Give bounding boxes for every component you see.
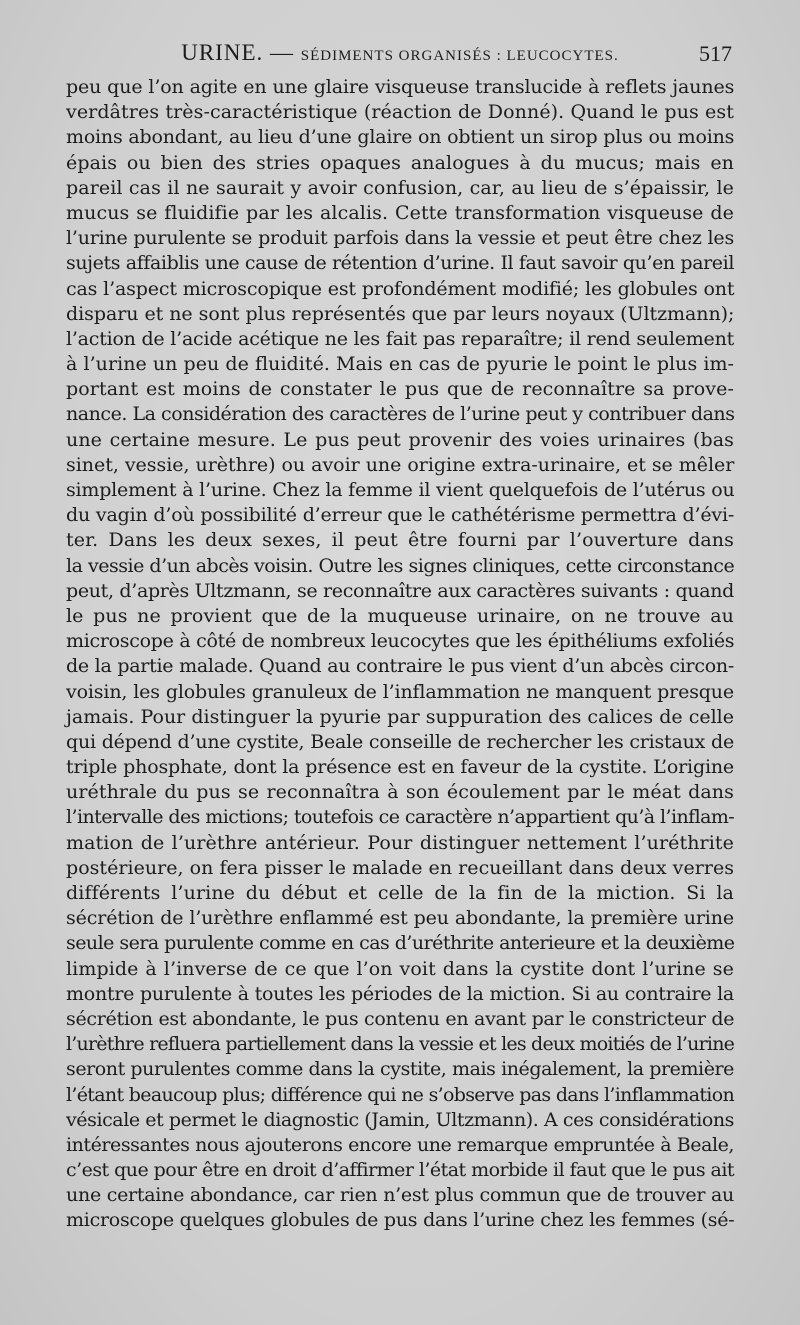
text-line: triple phosphate, dont la présence est en faveur de la cystite. L’origine — [66, 756, 734, 779]
text-line: une certaine mesure. Le pus peut provenir des voies urinaires (bas — [66, 428, 734, 451]
running-head-subsection: SÉDIMENTS ORGANISÉS : LEUCOCYTES. — [300, 48, 619, 64]
text-line: sujets affaiblis une cause de rétention d’urine. Il faut savoir qu’en pareil — [66, 252, 734, 275]
text-line: l’étant beaucoup plus; différence qui ne s’observe pas dans l’inflammation — [66, 1083, 734, 1106]
text-line: l’action de l’acide acétique ne les fait pas reparaître; il rend seulement — [66, 327, 734, 350]
text-line: vésicale et permet le diagnostic (Jamin, Ultzmann). A ces considérations — [66, 1108, 734, 1131]
text-line: portant est moins de constater le pus que de reconnaître sa prove- — [66, 378, 734, 401]
text-line: du vagin d’où possibilité d’erreur que le cathétérisme permettra d’évi- — [66, 504, 735, 527]
text-line: postérieure, on fera pisser le malade en recueillant dans deux verres — [66, 856, 734, 879]
page-header — [66, 40, 734, 74]
text-line: qui dépend d’une cystite, Beale conseille de rechercher les cristaux de — [66, 730, 734, 753]
text-line: mucus se fluidifie par les alcalis. Cette transformation visqueuse de — [66, 201, 734, 224]
text-line: pareil cas il ne saurait y avoir confusion, car, au lieu de s’épaissir, le — [66, 176, 734, 199]
page-number: 517 — [699, 41, 732, 66]
text-line: moins abondant, au lieu d’une glaire on obtient un sirop plus ou moins — [66, 126, 735, 149]
text-line: limpide à l’inverse de ce que l’on voit dans la cystite dont l’urine se — [66, 957, 734, 980]
text-line: c’est que pour être en droit d’affirmer l’état morbide il faut que le pus ait — [66, 1159, 734, 1182]
running-head — [66, 40, 734, 66]
text-line: sécrétion est abondante, le pus contenu en avant par le constricteur de — [66, 1007, 735, 1030]
running-head-section: URINE. — — [181, 40, 301, 65]
text-line: microscope à côté de nombreux leucocytes que les épithéliums exfoliés — [66, 630, 735, 653]
text-line: seule sera purulente comme en cas d’uréthrite anterieure et la deuxième — [66, 932, 735, 955]
text-line: le pus ne provient que de la muqueuse urinaire, on ne trouve au — [66, 604, 734, 627]
text-line: sécrétion de l’urèthre enflammé est peu abondante, la première urine — [66, 907, 734, 930]
text-line: intéressantes nous ajouterons encore une remarque empruntée à Beale, — [66, 1133, 734, 1156]
text-line: disparu et ne sont plus représentés que par leurs noyaux (Ultzmann); — [66, 302, 735, 325]
text-line: mation de l’urèthre antérieur. Pour distinguer nettement l’uréthrite — [66, 831, 734, 854]
text-line: nance. La considération des caractères de l’urine peut y contribuer dans — [66, 403, 735, 426]
text-line: une certaine abondance, car rien n’est plus commun que de trouver au — [66, 1184, 734, 1207]
body-text — [66, 75, 734, 1234]
text-line: de la partie malade. Quand au contraire le pus vient d’un abcès circon- — [66, 655, 734, 678]
text-line: jamais. Pour distinguer la pyurie par suppuration des calices de celle — [66, 705, 734, 728]
text-line: verdâtres très-caractéristique (réaction de Donné). Quand le pus est — [66, 101, 734, 124]
text-line: uréthrale du pus se reconnaîtra à son écoulement par le méat dans — [66, 781, 734, 804]
text-line: épais ou bien des stries opaques analogues à du mucus; mais en — [66, 151, 734, 174]
text-line: l’urine purulente se produit parfois dans la vessie et peut être chez les — [66, 227, 734, 250]
text-line: cas l’aspect microscopique est profondément modifié; les globules ont — [66, 277, 735, 300]
text-line: l’urèthre refluera partiellement dans la vessie et les deux moitiés de l’urine — [66, 1033, 735, 1056]
text-line: microscope quelques globules de pus dans l’urine chez les femmes (sé- — [66, 1209, 735, 1232]
text-line: sinet, vessie, urèthre) ou avoir une origine extra-urinaire, et se mêler — [66, 453, 735, 476]
text-line: peu que l’on agite en une glaire visqueuse translucide à reflets jaunes — [66, 76, 735, 98]
text-line: voisin, les globules granuleux de l’inflammation ne manquent presque — [66, 680, 734, 703]
text-line: à l’urine un peu de fluidité. Mais en cas de pyurie le point le plus im- — [66, 353, 734, 376]
text-line: la vessie d’un abcès voisin. Outre les signes cliniques, cette circonstance — [66, 554, 735, 577]
text-line: simplement à l’urine. Chez la femme il vient quelquefois de l’utérus ou — [66, 479, 735, 501]
text-line: ter. Dans les deux sexes, il peut être fourni par l’ouverture dans — [66, 529, 734, 552]
text-line: l’intervalle des mictions; toutefois ce caractère n’appartient qu’à l’inflam- — [66, 806, 735, 829]
text-line: peut, d’après Ultzmann, se reconnaître aux caractères suivants : quand — [66, 579, 734, 602]
text-line: différents l’urine du début et celle de la fin de la miction. Si la — [66, 882, 734, 904]
text-line: seront purulentes comme dans la cystite, mais inégalement, la première — [66, 1058, 734, 1081]
text-line: montre purulente à toutes les périodes de la miction. Si au contraire la — [66, 982, 734, 1005]
